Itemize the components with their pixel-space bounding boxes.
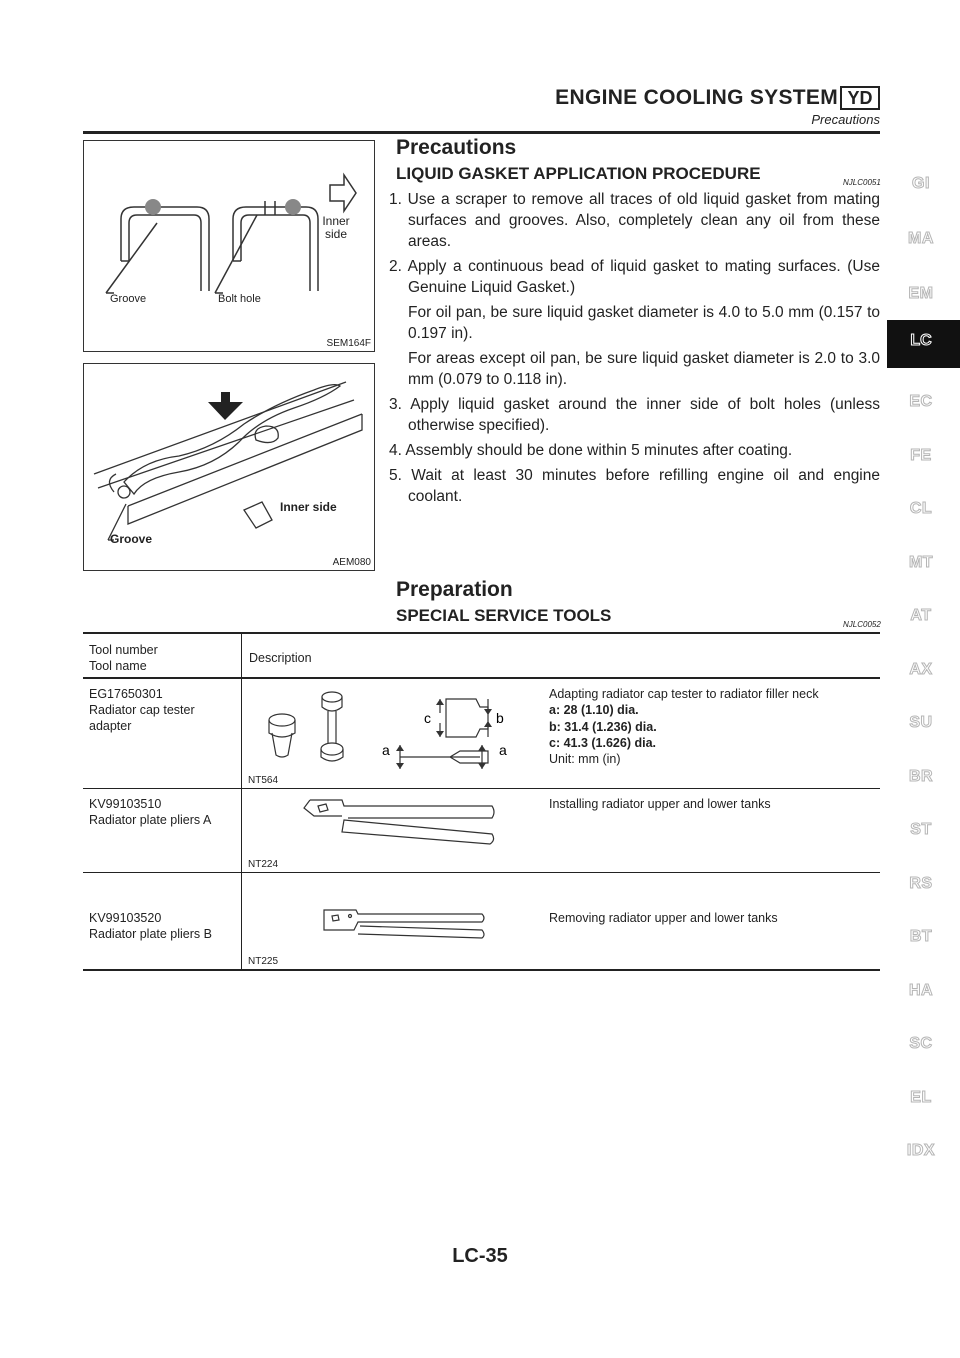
inner-side-label: Inner side [322, 214, 350, 241]
dim-a-right: a [499, 742, 507, 758]
side-tab-ha[interactable]: HA [908, 982, 934, 999]
gasket-bead-left [145, 199, 161, 215]
figure-code: AEM080 [332, 557, 371, 568]
preparation-heading: Preparation [396, 578, 513, 601]
gasket-bead-right [285, 199, 301, 215]
cap-tester-adapter-illustration [250, 685, 540, 775]
step-5: 5. Wait at least 30 minutes before refilling engine oil and engine coolant. [389, 467, 880, 505]
side-tab-em[interactable]: EM [908, 285, 934, 302]
figure-code: SEM164F [326, 338, 371, 349]
step-4: 4. Assembly should be done within 5 minutes after coating. [389, 442, 793, 459]
section-subtitle: Precautions [811, 112, 880, 127]
step-2: 2. Apply a continuous bead of liquid gasket to mating surfaces. (Use Genuine Liquid Gasket.) [389, 258, 880, 296]
side-tab-ma[interactable]: MA [908, 230, 934, 247]
bolt-hole-label: Bolt hole [218, 293, 261, 305]
groove-label: Groove [110, 532, 153, 546]
row-divider [83, 872, 880, 873]
col-header-tool: Tool number Tool name [89, 643, 158, 673]
step-1: 1. Use a scraper to remove all traces of old liquid gasket from mating surfaces and grooves. Also, completely clean any oil from these areas. [389, 191, 880, 250]
side-tab-bt[interactable]: BT [909, 928, 933, 945]
header-rule [83, 131, 880, 134]
precautions-heading: Precautions [396, 136, 517, 159]
dim-b: b [496, 710, 504, 726]
dim-c: c [424, 710, 431, 726]
figure-code: NT564 [248, 775, 279, 786]
side-tab-mt[interactable]: MT [908, 554, 934, 571]
reference-code: NJLC0052 [843, 620, 881, 629]
section-title: ENGINE COOLING SYSTEM [555, 86, 838, 109]
figure-sem164f [83, 140, 375, 352]
tool-row-1-description: Adapting radiator cap tester to radiator filler neck a: 28 (1.10) dia. b: 31.4 (1.236) dia. c: 41.3 (1.626) dia. Unit: mm (in) [549, 687, 819, 767]
pliers-a-illustration [296, 794, 496, 858]
inner-side-label: Inner side [280, 500, 337, 514]
row-divider [83, 788, 880, 789]
header-rule [83, 677, 880, 679]
table-top-rule [83, 632, 880, 634]
side-tab-st[interactable]: ST [910, 821, 932, 838]
step-3: 3. Apply liquid gasket around the inner side of bolt holes (unless otherwise specified). [389, 396, 880, 434]
column-divider [241, 634, 242, 970]
step-2-other-areas-note: For areas except oil pan, be sure liquid gasket diameter is 2.0 to 3.0 mm (0.079 to 0.118 in). [408, 350, 880, 388]
spec-a: a: 28 (1.10) dia. [549, 703, 639, 718]
side-tab-ec[interactable]: EC [909, 393, 933, 410]
groove-label: Groove [110, 293, 147, 305]
unit-note: Unit: mm (in) [549, 752, 621, 767]
tool-row-1-id: EG17650301 Radiator cap tester adapter [89, 687, 195, 733]
side-tab-sc[interactable]: SC [909, 1035, 933, 1052]
side-tab-su[interactable]: SU [909, 714, 933, 731]
tool-row-2-id: KV99103510 Radiator plate pliers A [89, 797, 212, 827]
tool-row-2-description: Installing radiator upper and lower tanks [549, 797, 771, 811]
spec-b: b: 31.4 (1.236) dia. [549, 719, 657, 734]
side-tab-at[interactable]: AT [910, 607, 932, 624]
special-service-tools-heading: SPECIAL SERVICE TOOLS [396, 606, 612, 625]
figure-code: NT224 [248, 859, 279, 870]
side-tab-cl[interactable]: CL [909, 500, 933, 517]
procedure-steps [389, 189, 880, 511]
figure-aem080 [83, 363, 375, 571]
liquid-gasket-heading: LIQUID GASKET APPLICATION PROCEDURE [396, 164, 761, 183]
dim-a-left: a [382, 742, 390, 758]
col-header-description: Description [249, 651, 312, 665]
engine-badge: YD [840, 86, 880, 110]
tool-row-3-id: KV99103520 Radiator plate pliers B [89, 911, 212, 941]
page-number: LC-35 [452, 1245, 508, 1267]
side-tab-ax[interactable]: AX [909, 661, 933, 678]
side-tab-fe[interactable]: FE [910, 447, 932, 464]
figure-code: NT225 [248, 956, 279, 967]
spec-c: c: 41.3 (1.626) dia. [549, 735, 657, 750]
pliers-b-illustration [318, 906, 488, 946]
side-tab-el[interactable]: EL [910, 1089, 932, 1106]
groove-bolt-hole-diagram [84, 141, 374, 351]
side-tab-idx[interactable]: IDX [906, 1142, 936, 1159]
side-tab-br[interactable]: BR [908, 768, 934, 785]
side-tab-rs[interactable]: RS [909, 875, 933, 892]
side-tab-gi[interactable]: GI [912, 175, 930, 192]
reference-code: NJLC0051 [843, 178, 881, 187]
table-bottom-rule [83, 969, 880, 971]
tool-row-3-description: Removing radiator upper and lower tanks [549, 911, 778, 925]
step-2-oil-pan-note: For oil pan, be sure liquid gasket diameter is 4.0 to 5.0 mm (0.157 to 0.197 in). [408, 304, 880, 342]
side-tab-lc-active[interactable]: LC [887, 320, 960, 368]
